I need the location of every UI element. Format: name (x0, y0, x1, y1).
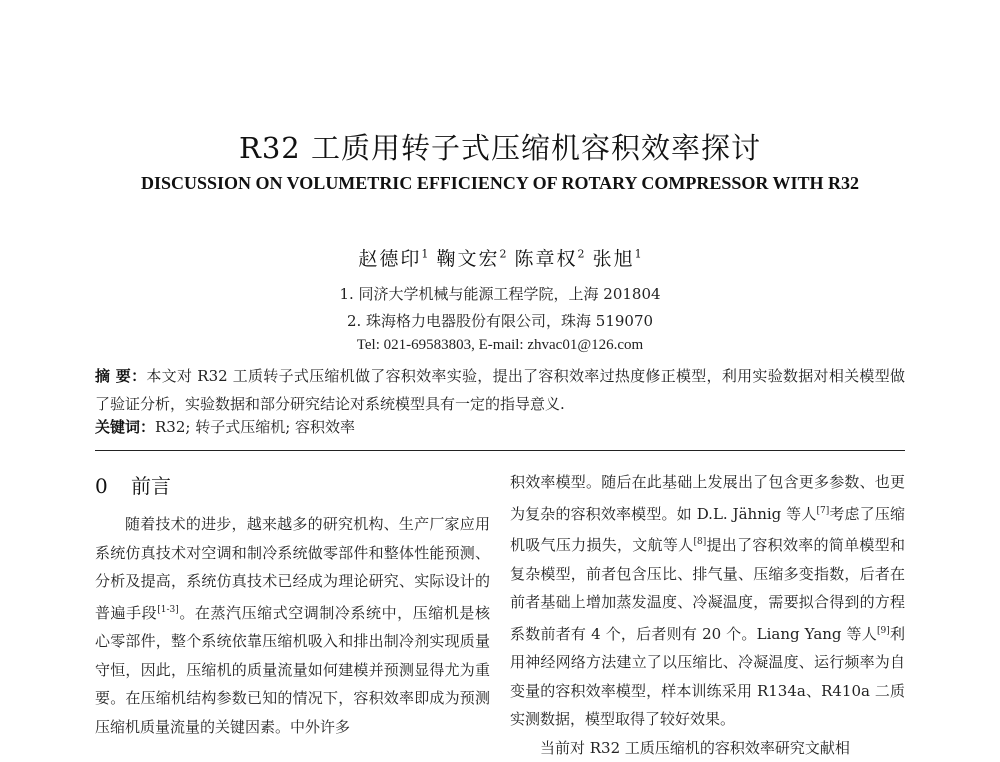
author-name: 陈章权 (515, 248, 578, 270)
text-run: 提出了容积效率的简单模型和复杂模型，前者包含压比、排气量、压缩多变指数，后者在前者基础上增加蒸发温度、冷凝温度，需要拟合得到的方程系数前者有 4 个，后者则有 20 个。Liang Yang 等人 (510, 536, 905, 643)
citation: [1-3] (157, 605, 179, 615)
text-run: 考虑了压缩机吸气压力损失，文航等人 (510, 505, 905, 555)
keywords-text: R32; 转子式压缩机; 容积效率 (155, 418, 355, 436)
author-name: 张旭 (593, 248, 635, 270)
section-number: 0 (95, 474, 131, 498)
author-name: 鞠文宏 (436, 248, 499, 270)
left-column (95, 510, 490, 741)
header-divider (95, 450, 905, 451)
body-paragraph: 当前对 R32 工质压缩机的容积效率研究文献相 (510, 734, 905, 762)
citation: [8] (693, 537, 706, 547)
affiliation-1: 1. 同济大学机械与能源工程学院，上海 201804 (0, 283, 1000, 304)
author-affil-mark: 1 (635, 248, 642, 261)
contact-info: Tel: 021-69583803, E-mail: zhvac01@126.com (0, 337, 1000, 354)
citation: [9] (877, 626, 890, 636)
text-run: 积效率模型。随后在此基础上发展出了包含更多参数、也更为复杂的容积效率模型。如 D.L. Jähnig 等人 (510, 473, 905, 523)
author-list (0, 244, 1000, 271)
abstract-label: 摘 要： (95, 367, 146, 385)
text-run: 随着技术的进步，越来越多的研究机构、生产厂家应用系统仿真技术对空调和制冷系统做零部件和整体性能预测、分析及提高，系统仿真技术已经成为理论研究、实际设计的普遍手段 (95, 515, 490, 622)
body-paragraph (95, 510, 490, 741)
author-affil-mark: 2 (499, 248, 506, 261)
body-paragraph (510, 468, 905, 734)
citation: [7] (816, 506, 829, 516)
text-run: 利用神经网络方法建立了以压缩比、冷凝温度、运行频率为自变量的容积效率模型，样本训练采用 R134a、R410a 二质实测数据，模型取得了较好效果。 (510, 625, 905, 729)
author-affil-mark: 2 (578, 248, 585, 261)
paper-title-cn: R32 工质用转子式压缩机容积效率探讨 (0, 126, 1000, 167)
abstract-text: 本文对 R32 工质转子式压缩机做了容积效率实验，提出了容积效率过热度修正模型，利用实验数据对相关模型做了验证分析，实验数据和部分研究结论对系统模型具有一定的指导意义. (95, 367, 905, 413)
section-title: 前言 (131, 474, 171, 498)
keywords (95, 416, 905, 437)
section-heading (95, 470, 171, 499)
paper-title-en: DISCUSSION ON VOLUMETRIC EFFICIENCY OF ROTARY COMPRESSOR WITH R32 (90, 170, 910, 196)
right-column (510, 468, 905, 762)
text-run: 。在蒸汽压缩式空调制冷系统中，压缩机是核心零部件，整个系统依靠压缩机吸入和排出制冷剂实现质量守恒，因此，压缩机的质量流量如何建模并预测显得尤为重要。在压缩机结构参数已知的情况下，容积效率即成为预测压缩机质量流量的关键因素。中外许多 (95, 604, 490, 736)
author-affil-mark: 1 (421, 248, 428, 261)
keywords-label: 关键词： (95, 418, 155, 436)
author-name: 赵德印 (358, 248, 421, 270)
affiliation-2: 2. 珠海格力电器股份有限公司，珠海 519070 (0, 310, 1000, 331)
abstract (95, 362, 905, 418)
